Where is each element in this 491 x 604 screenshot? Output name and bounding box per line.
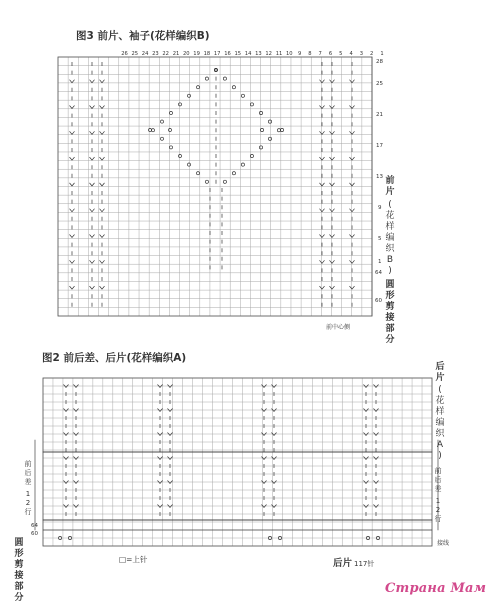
col-num: 12 <box>265 51 272 57</box>
watermark-text: Страна Мам <box>385 581 487 596</box>
watermark-logo <box>385 581 486 596</box>
col-num: 18 <box>203 51 211 57</box>
chart2-legend <box>119 554 147 565</box>
col-num: 19 <box>193 51 200 57</box>
col-num: 17 <box>213 51 221 57</box>
col-num: 8 <box>308 51 312 57</box>
col-num: 1 <box>380 51 384 57</box>
col-num: 7 <box>318 51 322 57</box>
col-num: 22 <box>162 51 169 57</box>
col-num: 6 <box>328 51 333 57</box>
chart3-title: 图3 前片、袖子(花样编织B) <box>76 30 210 42</box>
row-num: 9 <box>378 205 382 211</box>
chart2-left-label-shaping: 圆 形 剪 接 部 分 <box>14 538 24 603</box>
row-num: 13 <box>376 174 383 180</box>
col-num: 2 <box>370 51 374 57</box>
chart3-side-label-front: 前 片 <box>385 176 395 197</box>
col-num: 20 <box>182 51 190 57</box>
row-num: 64 <box>375 270 382 276</box>
chart2-bottom-label <box>333 551 374 570</box>
col-num: 25 <box>131 51 139 57</box>
col-num: 13 <box>255 51 262 57</box>
col-num: 16 <box>224 51 231 57</box>
legend-symbol: □ <box>119 555 127 564</box>
chart2-left-label-rows: 1 2 行 <box>24 490 32 516</box>
col-num: 14 <box>244 51 252 57</box>
chart2-right-label-pickup: 接线 <box>437 540 450 547</box>
col-num: 5 <box>339 51 343 57</box>
col-num: 24 <box>141 51 149 57</box>
col-num: 21 <box>172 51 180 57</box>
col-num: 23 <box>152 51 159 57</box>
col-num: 26 <box>121 51 128 57</box>
chart3-side-label-shaping: 圆 形 剪 接 部 分 <box>385 280 395 345</box>
bottom-label-back: 后片 <box>333 558 353 569</box>
col-num: 4 <box>349 51 353 57</box>
chart3-side-label-pattern: ( 花 样 编 织 B ) <box>385 200 395 276</box>
chart2-right-label-rows: 1 2 行 <box>434 497 442 523</box>
chart2-frame <box>43 378 432 546</box>
row-num: 17 <box>376 143 383 149</box>
col-num: 11 <box>275 51 283 57</box>
col-num: 10 <box>285 51 293 57</box>
chart3-center-label: 前中心侧 <box>326 324 351 331</box>
chart2-side-label-pattern: ( 花 样 编 织 A ) <box>435 385 445 461</box>
bottom-label-count: 117针 <box>354 560 375 568</box>
row-num: 21 <box>376 112 383 118</box>
chart2-right-label-diff: 前 后 差 <box>434 467 442 493</box>
col-num: 3 <box>359 51 364 57</box>
row-num: 25 <box>376 81 383 87</box>
row-num: 60 <box>375 298 382 304</box>
chart2-left-label-diff: 前 后 差 <box>24 460 32 486</box>
col-num: 9 <box>297 51 302 57</box>
chart2-title: 图2 前后差、后片(花样编织A) <box>42 352 187 364</box>
row-num: 64 <box>31 523 38 529</box>
row-num: 28 <box>376 59 383 65</box>
row-num: 5 <box>378 236 382 242</box>
chart2-side-label-back: 后 片 <box>435 362 445 383</box>
row-num: 60 <box>31 531 38 537</box>
row-num: 1 <box>378 259 382 265</box>
legend-text: =上针 <box>126 555 148 564</box>
col-num: 15 <box>234 51 242 57</box>
